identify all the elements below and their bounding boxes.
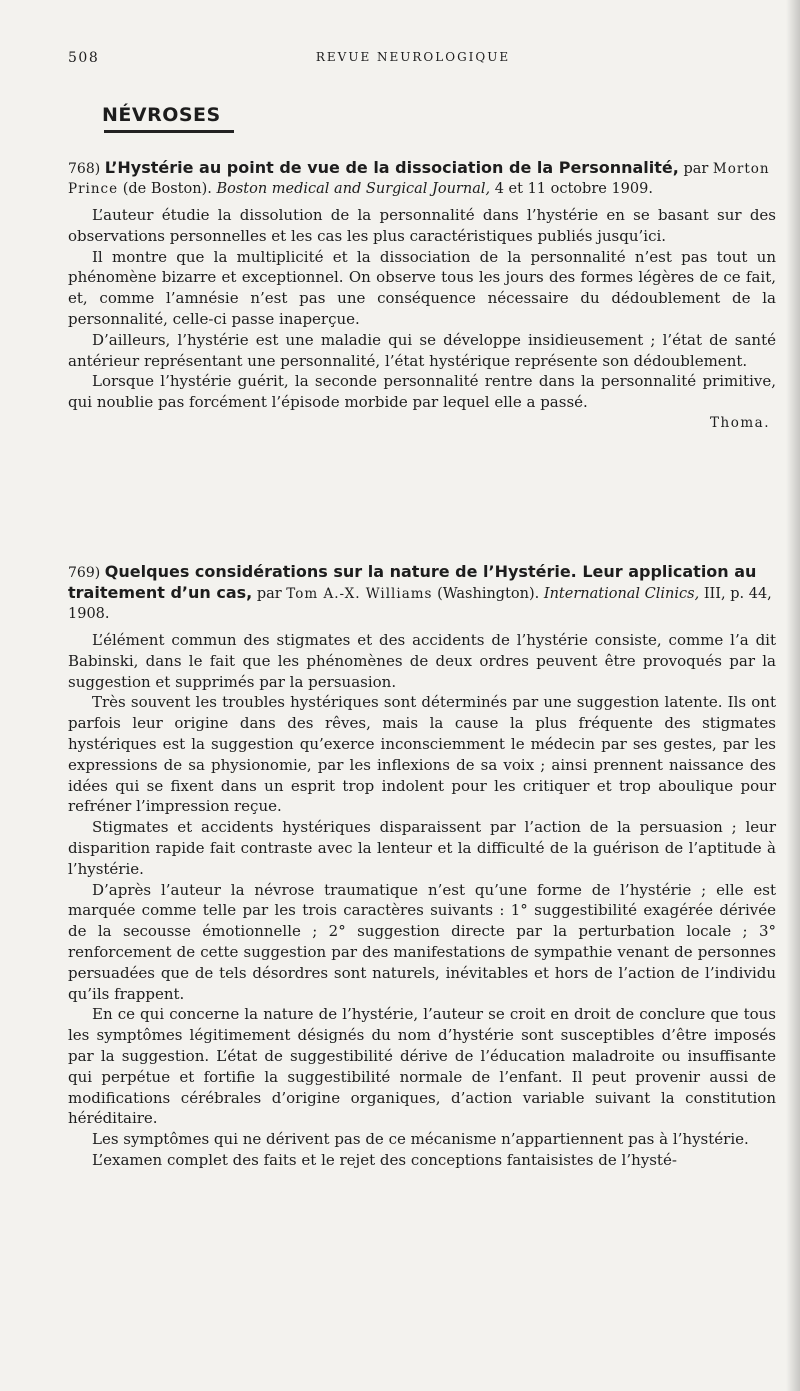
- journal-name: REVUE NEUROLOGIQUE: [315, 50, 511, 64]
- journal-reference: International Clinics,: [543, 586, 700, 602]
- paragraph: D’ailleurs, l’hystérie est une maladie qui se développe insidieusement ; l’état de santé antérieur représentant une personnalité, l’état hystérique représente son dédoublement.: [68, 330, 776, 370]
- paragraph: L’examen complet des faits et le rejet des conceptions fantaisistes de l’hysté-: [92, 1150, 677, 1169]
- author-prefix: par: [683, 161, 709, 177]
- article-heading: [68, 562, 776, 624]
- article-body: [68, 205, 776, 413]
- publication-date: 4 et 11 octobre 1909.: [494, 181, 653, 197]
- paragraph: En ce qui concerne la nature de l’hystérie, l’auteur se croit en droit de conclure que tous les symptômes légitimement désignés du nom d’hystérie sont susceptibles d’être imposés par la suggestion. L’état de suggestibilité dérive de l’éducation maladroite ou insuffisante qui perpétue et fortifie la suggestibilité normale de l’enfant. Il peut provenir aussi de modifications cérébrales d’origine organiques, d’action variable suivant la constitution héréditaire.: [68, 1005, 776, 1128]
- journal-reference: Boston medical and Surgical Journal,: [216, 181, 491, 197]
- section-title: NÉVROSES: [102, 104, 221, 126]
- article-769: [68, 562, 776, 1171]
- article-number: 769): [68, 565, 101, 581]
- publication-date: III, p. 44, 1908.: [68, 586, 772, 622]
- paragraph: Lorsque l’hystérie guérit, la seconde personnalité rentre dans la personnalité primitive, qui noublie pas forcément l’épisode morbide par lequel elle a passé.: [68, 372, 776, 412]
- article-heading: [68, 158, 776, 199]
- article-author: Morton Prince: [68, 161, 770, 197]
- paragraph: Les symptômes qui ne dérivent pas de ce mécanisme n’appartiennent pas à l’hystérie.: [92, 1130, 749, 1149]
- paragraph: Très souvent les troubles hystériques sont déterminés par une suggestion latente. Ils ont parfois leur origine dans des rêves, mais la cause la plus fréquente des stigmates hystériques est la suggestion qu’exerce inconsciemment le médecin par ses gestes, par les expressions de sa physionomie, par les inflexions de sa voix ; ainsi prennent naissance des idées qui se fixent dans un esprit trop indolent pour les critiquer et trop aboulique pour refréner l’impression reçue.: [68, 693, 776, 816]
- article-number: 768): [68, 161, 101, 177]
- article-body: [68, 630, 776, 1171]
- article-title: L’Hystérie au point de vue de la dissociation de la Personnalité,: [104, 158, 679, 177]
- paragraph: L’auteur étudie la dissolution de la personnalité dans l’hystérie en se basant sur des observations personnelles et les cas les plus caractéristiques publiés jusqu’ici.: [68, 206, 776, 245]
- author-prefix: par: [256, 586, 282, 602]
- paragraph: D’après l’auteur la névrose traumatique n’est qu’une forme de l’hystérie ; elle est marquée comme telle par les trois caractères suivants : 1° suggestibilité exagérée dérivée de la secousse émotionnelle ; 2° suggestion directe par la perturbation locale ; 3° renforcement de cette suggestion par des manifestations de sympathie venant de personnes persuadées que de tels désordres sont naturels, inévitables et hors de l’action de l’individu qu’ils frappent.: [68, 880, 776, 1003]
- paragraph: L’élément commun des stigmates et des accidents de l’hystérie consiste, comme l’a dit Babinski, dans le fait que les phénomènes de deux ordres peuvent être provoqués par la suggestion et supprimés par la persuasion.: [68, 631, 776, 691]
- reviewer-signature: Thoma.: [710, 414, 770, 431]
- page-edge-shadow: [786, 0, 800, 1391]
- section-underline: [104, 130, 234, 133]
- running-head: [68, 50, 758, 70]
- article-768: [68, 158, 776, 431]
- paragraph: Il montre que la multiplicité et la dissociation de la personnalité n’est pas tout un phénomène bizarre et exceptionnel. On observe tous les jours des formes légères de ce fait, et, comme l’amnésie n’est pas une conséquence nécessaire du dédoublement de la personnalité, celle-ci passe inaperçue.: [68, 247, 776, 328]
- article-author: Tom A.-X. Williams: [286, 586, 433, 602]
- page-number: 508: [68, 50, 100, 66]
- author-location: (de Boston).: [122, 181, 212, 197]
- article-title: Quelques considérations sur la nature de l’Hystérie. Leur application au traitement d’un cas,: [68, 562, 757, 602]
- author-location: (Washington).: [437, 586, 540, 602]
- paragraph: Stigmates et accidents hystériques disparaissent par l’action de la persuasion ; leur disparition rapide fait contraste avec la lenteur et la difficulté de la guérison de l’aptitude à l’hystérie.: [68, 818, 776, 878]
